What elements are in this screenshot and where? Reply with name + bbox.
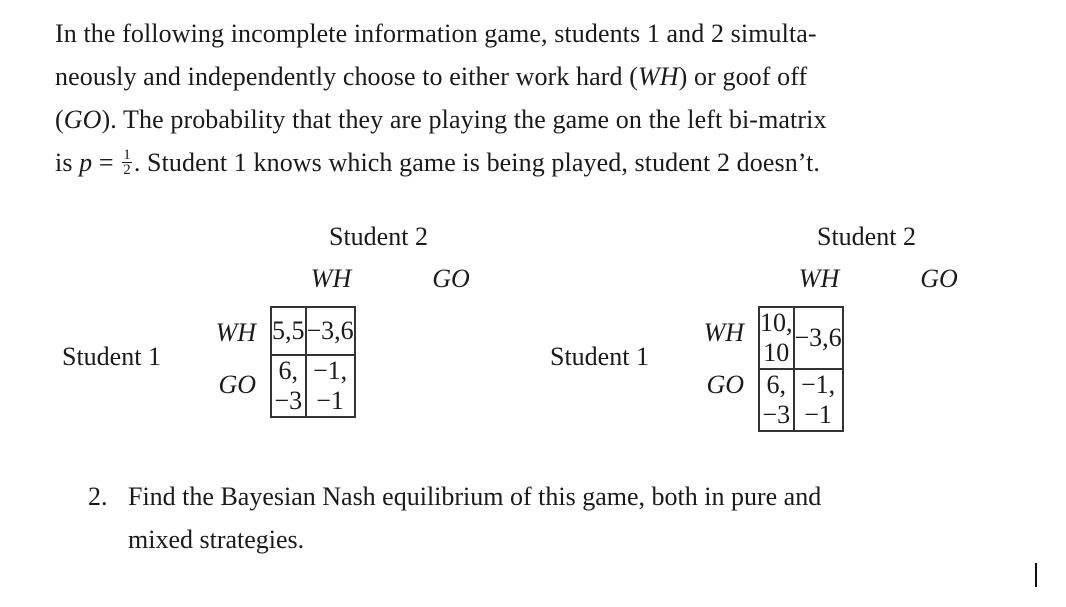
col-strategy-go: GO [920, 264, 958, 293]
intro-line-1: In the following incomplete information game, students 1 and 2 simulta- [55, 19, 817, 48]
row-strategy-wh: WH [703, 318, 744, 347]
payoff-cell: −3,6 [306, 307, 355, 355]
player2-label: Student 2 [817, 222, 916, 251]
payoff-matrix [270, 306, 356, 418]
payoff-cell: 10, 10 [760, 308, 793, 367]
text-cursor [1035, 563, 1037, 587]
intro-text: . Student 1 knows which game is being played, student 2 doesn’t. [133, 148, 821, 177]
payoff-cell: 6, −3 [271, 355, 306, 417]
payoff-row-go [759, 369, 843, 431]
question-line-2: mixed strategies. [128, 525, 305, 554]
question-number: 2. [88, 482, 108, 511]
intro-text: neously and independently choose to either work hard ( [55, 62, 639, 91]
payoff-cell: −1, −1 [306, 355, 355, 417]
col-strategy-wh: WH [310, 264, 352, 293]
intro-text: ( [55, 105, 64, 134]
row-strategy-wh: WH [215, 318, 256, 347]
row-strategy-go: GO [218, 370, 256, 399]
probability-variable: p [79, 148, 93, 177]
fraction-one-half [122, 148, 132, 177]
payoff-row-wh [759, 307, 843, 369]
payoff-cell: 5,5 [271, 307, 306, 355]
intro-text: ) or goof off [678, 62, 808, 91]
fraction-denominator: 2 [123, 161, 131, 178]
question-line-1: Find the Bayesian Nash equilibrium of this game, both in pure and [128, 482, 822, 511]
equals-sign: = [92, 148, 121, 177]
payoff-cell: −1, −1 [794, 369, 843, 431]
payoff-cell: −3,6 [794, 307, 843, 369]
payoff-cell: 6, −3 [759, 369, 794, 431]
player1-label: Student 1 [550, 342, 649, 371]
question-2 [88, 475, 1008, 561]
col-strategy-go: GO [432, 264, 470, 293]
player1-label: Student 1 [62, 342, 161, 371]
intro-line-4 [55, 141, 1015, 184]
col-strategy-wh: WH [798, 264, 840, 293]
intro-text: is [55, 148, 80, 177]
strategy-wh: WH [638, 62, 679, 91]
question-text [128, 475, 1008, 561]
row-strategy-go: GO [706, 370, 744, 399]
player2-label: Student 2 [329, 222, 428, 251]
intro-line-3 [55, 98, 1015, 141]
intro-text: ). The probability that they are playing the game on the left bi-matrix [101, 105, 827, 134]
payoff-matrix [758, 306, 844, 432]
strategy-go: GO [63, 105, 102, 134]
intro-line-2 [55, 55, 1015, 98]
problem-intro [55, 12, 1015, 184]
fraction-numerator: 1 [123, 146, 131, 163]
payoff-row-go [271, 355, 355, 417]
payoff-row-wh [271, 307, 355, 355]
